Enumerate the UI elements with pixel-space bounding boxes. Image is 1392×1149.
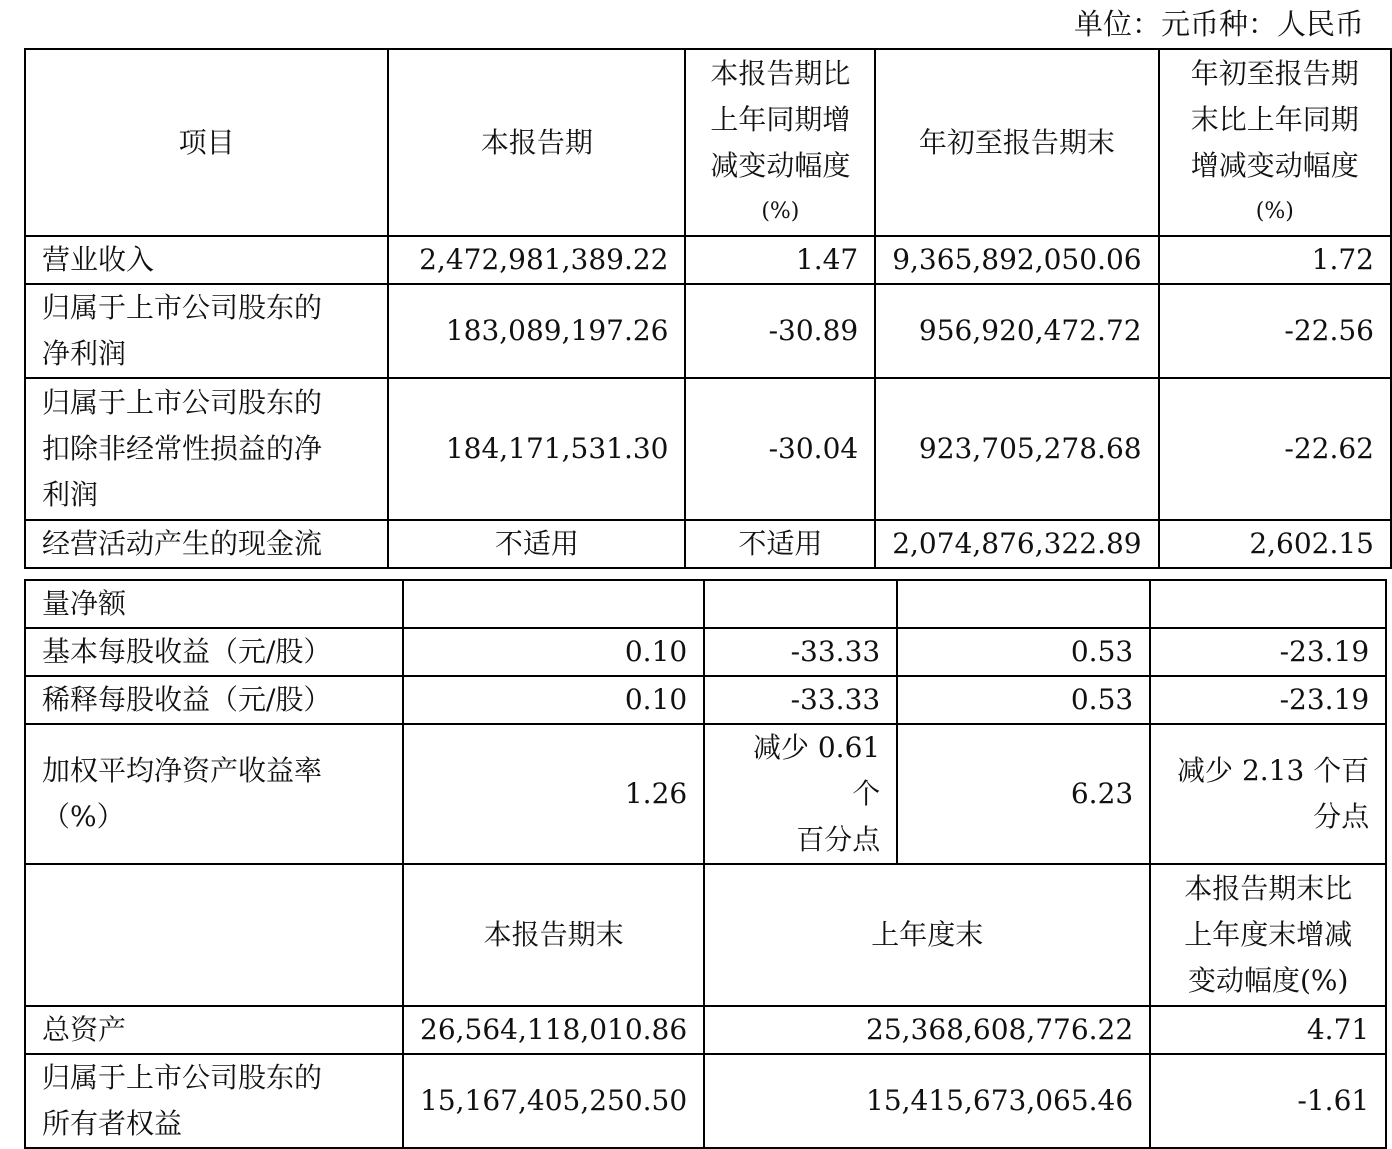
row-ytd-change <box>1159 284 1391 378</box>
row-ytd-change-line: 2,602.15 <box>1249 527 1374 560</box>
header-row <box>25 49 1391 236</box>
balance-header-change-line: 上年度末增减 <box>1184 918 1353 951</box>
row-item-line: 归属于上市公司股东的 <box>42 386 323 419</box>
balance-change <box>1150 1006 1386 1054</box>
row-current-change <box>685 236 875 284</box>
row-item-line: 扣除非经常性损益的净 <box>42 432 323 465</box>
balance-item <box>25 1006 403 1054</box>
row-current-change-line: -30.89 <box>768 314 859 347</box>
row-item-line: 净利润 <box>42 337 127 370</box>
row-item <box>25 580 403 628</box>
row-current-change <box>704 628 897 676</box>
row-current-line: 183,089,197.26 <box>445 314 669 347</box>
row-item-line: 基本每股收益（元/股） <box>42 635 332 668</box>
unit-currency-note: 单位：元币种：人民币 <box>1073 7 1364 41</box>
balance-item-line: 所有者权益 <box>42 1107 183 1140</box>
header-ytd <box>875 49 1158 236</box>
row-ytd <box>875 520 1158 568</box>
header-ytd-change-line: 年初至报告期 <box>1190 56 1359 90</box>
balance-header-change-line: 变动幅度(%) <box>1187 964 1349 997</box>
balance-header-row <box>25 864 1386 1006</box>
table-row <box>25 284 1391 378</box>
header-item <box>25 49 388 236</box>
table-row <box>25 628 1386 676</box>
row-ytd-change-line: -22.62 <box>1284 432 1374 465</box>
row-ytd <box>875 378 1158 520</box>
header-ytd-change-line: 末比上年同期 <box>1190 102 1359 136</box>
row-ytd-line: 2,074,876,322.89 <box>892 527 1142 560</box>
row-ytd <box>897 676 1150 724</box>
balance-row <box>25 1054 1386 1148</box>
row-item <box>25 284 388 378</box>
row-item <box>25 724 403 864</box>
row-item <box>25 378 388 520</box>
row-current-line: 1.26 <box>624 777 688 810</box>
row-ytd-change <box>1159 520 1391 568</box>
row-ytd-change-line: -23.19 <box>1279 683 1370 716</box>
header-current-change-line: 减变动幅度 <box>710 148 851 182</box>
row-item <box>25 236 388 284</box>
table-row <box>25 580 1386 628</box>
row-item-line: 加权平均净资产收益率 <box>42 754 323 787</box>
row-current-line: 184,171,531.30 <box>445 432 669 465</box>
row-current-change <box>704 676 897 724</box>
row-ytd-line: 9,365,892,050.06 <box>892 243 1142 276</box>
header-current-change-line: 本报告期比 <box>710 56 851 90</box>
financial-data-table-part1 <box>24 48 1392 569</box>
balance-header-change <box>1150 864 1386 1006</box>
balance-header-prior-year-end-line: 上年度末 <box>871 918 984 951</box>
row-ytd-change-line: 减少 2.13 个百 <box>1177 754 1370 787</box>
balance-prior-year-end <box>704 1006 1150 1054</box>
balance-header-change-line: 本报告期末比 <box>1184 872 1353 905</box>
row-ytd-change-line: 1.72 <box>1311 243 1374 276</box>
row-item <box>25 628 403 676</box>
row-current-change-line: 减少 0.61 个 <box>752 731 881 810</box>
balance-period-end-line: 15,167,405,250.50 <box>420 1084 688 1117</box>
balance-prior-year-end-line: 25,368,608,776.22 <box>866 1013 1134 1046</box>
row-item-line: 量净额 <box>42 587 127 620</box>
row-item-line: 营业收入 <box>42 243 155 276</box>
row-current <box>388 378 685 520</box>
row-current-change-line: -33.33 <box>790 683 881 716</box>
row-ytd-change <box>1150 676 1386 724</box>
row-ytd-line: 6.23 <box>1070 777 1134 810</box>
row-ytd-line: 0.53 <box>1070 683 1134 716</box>
balance-item-line: 总资产 <box>42 1013 127 1046</box>
row-current-change-line: -30.04 <box>768 432 859 465</box>
row-ytd-line: 956,920,472.72 <box>918 314 1142 347</box>
table-row <box>25 236 1391 284</box>
balance-change-line: -1.61 <box>1297 1084 1370 1117</box>
table-row <box>25 378 1391 520</box>
row-ytd <box>875 236 1158 284</box>
balance-period-end-line: 26,564,118,010.86 <box>420 1013 688 1046</box>
row-item-line: 经营活动产生的现金流 <box>42 527 323 560</box>
row-item <box>25 676 403 724</box>
row-ytd-change-line: 分点 <box>1313 800 1370 833</box>
row-ytd-change <box>1150 628 1386 676</box>
row-current <box>403 724 704 864</box>
header-current-change-line: 上年同期增 <box>710 102 851 136</box>
balance-change-line: 4.71 <box>1306 1013 1370 1046</box>
row-current <box>388 284 685 378</box>
row-current <box>403 628 704 676</box>
row-ytd-change-line: -22.56 <box>1284 314 1374 347</box>
row-current-change-line: -33.33 <box>790 635 881 668</box>
header-ytd-change-line: 增减变动幅度 <box>1190 148 1359 182</box>
row-current-change <box>704 724 897 864</box>
row-current-change-line: 百分点 <box>796 823 881 856</box>
row-ytd-change <box>1159 378 1391 520</box>
balance-prior-year-end <box>704 1054 1150 1148</box>
row-current <box>388 236 685 284</box>
row-current-line: 2,472,981,389.22 <box>419 243 669 276</box>
row-current-change <box>685 284 875 378</box>
row-ytd-change <box>1150 724 1386 864</box>
row-ytd <box>897 580 1150 628</box>
row-current-change <box>685 520 875 568</box>
row-current-change-line: 不适用 <box>738 527 823 560</box>
row-current <box>388 520 685 568</box>
row-ytd <box>875 284 1158 378</box>
row-item-line: 利润 <box>42 478 99 511</box>
row-current <box>403 676 704 724</box>
row-current-change <box>685 378 875 520</box>
balance-period-end <box>403 1006 704 1054</box>
row-item-line: 稀释每股收益（元/股） <box>42 683 332 716</box>
balance-item-line: 归属于上市公司股东的 <box>42 1061 323 1094</box>
header-current-period <box>388 49 685 236</box>
row-ytd-change <box>1159 236 1391 284</box>
row-current-line: 0.10 <box>624 635 688 668</box>
header-ytd-change-line: (%) <box>1255 198 1294 224</box>
row-ytd-change-line: -23.19 <box>1279 635 1370 668</box>
table-row <box>25 724 1386 864</box>
row-item-line: （%） <box>42 800 125 833</box>
balance-header-prior-year-end <box>704 864 1150 1006</box>
row-current-line: 0.10 <box>624 683 688 716</box>
balance-prior-year-end-line: 15,415,673,065.46 <box>866 1084 1134 1117</box>
row-ytd <box>897 628 1150 676</box>
header-current-change <box>685 49 875 236</box>
balance-header-period-end-line: 本报告期末 <box>483 918 624 951</box>
financial-data-table-part2 <box>24 579 1387 1149</box>
balance-item <box>25 1054 403 1148</box>
row-current-change <box>704 580 897 628</box>
row-ytd-line: 0.53 <box>1070 635 1134 668</box>
row-ytd-line: 923,705,278.68 <box>918 432 1142 465</box>
balance-row <box>25 1006 1386 1054</box>
header-current-change-line: (%) <box>761 198 800 224</box>
header-item-line: 项目 <box>178 125 235 159</box>
row-ytd <box>897 724 1150 864</box>
balance-header-item <box>25 864 403 1006</box>
row-item-line: 归属于上市公司股东的 <box>42 291 323 324</box>
header-ytd-line: 年初至报告期末 <box>918 125 1115 159</box>
row-ytd-change <box>1150 580 1386 628</box>
balance-change <box>1150 1054 1386 1148</box>
balance-period-end <box>403 1054 704 1148</box>
header-ytd-change <box>1159 49 1391 236</box>
row-current <box>403 580 704 628</box>
header-current-period-line: 本报告期 <box>480 125 593 159</box>
table-row <box>25 520 1391 568</box>
row-current-line: 不适用 <box>494 527 579 560</box>
row-current-change-line: 1.47 <box>795 243 859 276</box>
table-row <box>25 676 1386 724</box>
balance-header-period-end <box>403 864 704 1006</box>
row-item <box>25 520 388 568</box>
